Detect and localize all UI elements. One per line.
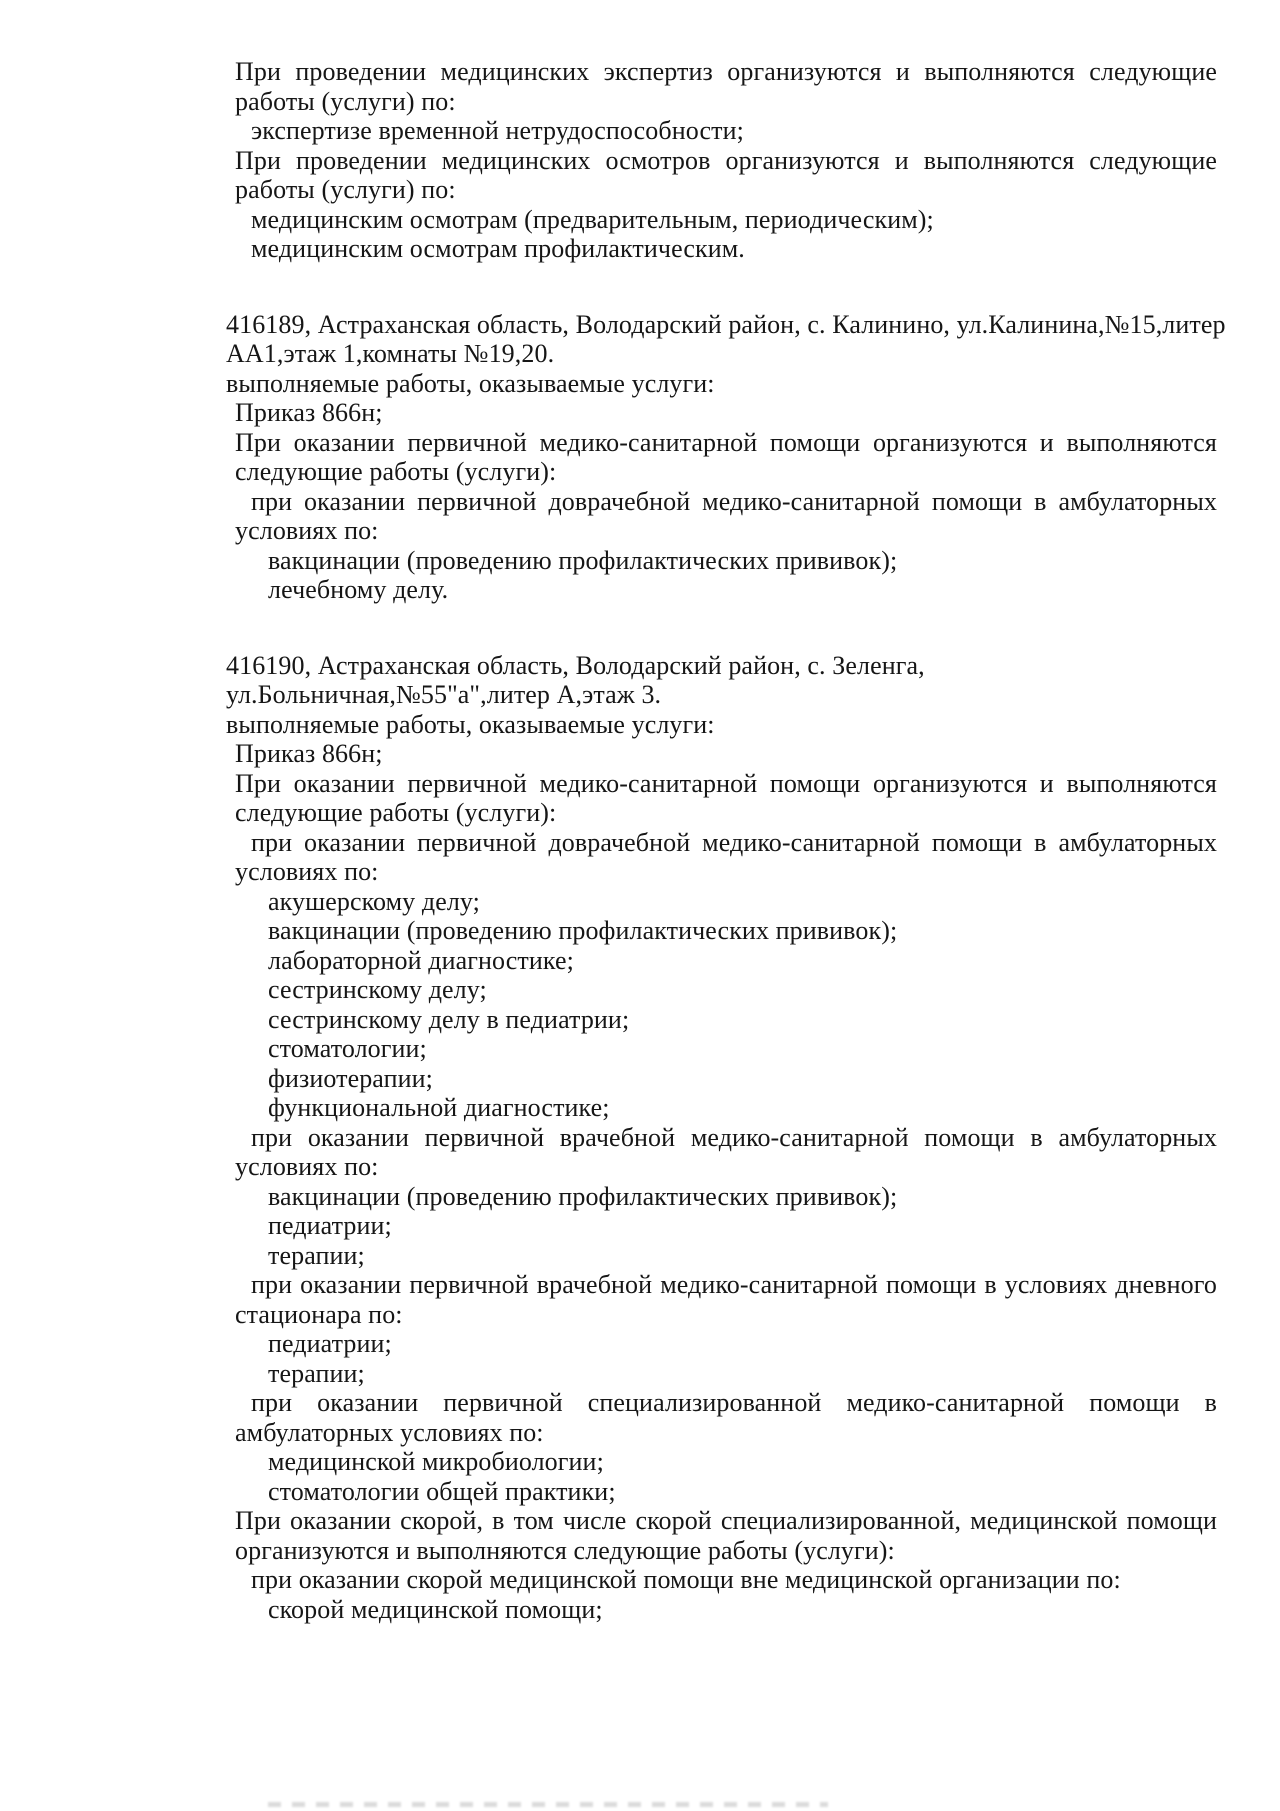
text-line: амбулаторных условиях по: (235, 1417, 544, 1447)
text-line: следующие работы (услуги): (235, 798, 557, 827)
text-line: стационара по: (235, 1299, 403, 1329)
section-continued-top (226, 57, 1217, 264)
text-line: стоматологии общей практики; (268, 1476, 616, 1506)
text-line: при оказании первичной врачебной медико-санитарной помощи в амбулаторных (251, 1122, 1217, 1152)
section-location-416190 (226, 651, 1217, 1625)
text-line: физиотерапии; (268, 1063, 433, 1093)
text-line: стоматологии; (268, 1034, 427, 1063)
text-line: При оказании первичной медико-санитарной помощи организуются и выполняются (235, 768, 1217, 798)
text-line: При оказании скорой, в том числе скорой специализированной, медицинской помощи (235, 1506, 1217, 1535)
section-location-416189 (226, 309, 1226, 605)
text-line: медицинским осмотрам профилактическим. (251, 234, 745, 263)
text-line: экспертизе временной нетрудоспособности; (251, 116, 744, 145)
text-line: Приказ 866н; (235, 739, 383, 768)
text-line: вакцинации (проведению профилактических прививок); (268, 916, 898, 945)
text-line: выполняемые работы, оказываемые услуги: (226, 709, 715, 739)
text-line: медицинским осмотрам (предварительным, периодическим); (251, 204, 934, 234)
text-line: терапии; (268, 1240, 365, 1270)
text-line: вакцинации (проведению профилактических прививок); (268, 1181, 898, 1211)
text-line: При оказании первичной медико-санитарной помощи организуются и выполняются (235, 427, 1217, 457)
text-line: при оказании первичной специализированной медико-санитарной помощи в (251, 1388, 1217, 1417)
text-line: условиях по: (235, 857, 379, 886)
text-line: работы (услуги) по: (235, 86, 456, 116)
text-line: лечебному делу. (268, 575, 449, 604)
text-line: Приказ 866н; (235, 398, 383, 427)
document-body (226, 57, 1226, 1624)
text-line: условиях по: (235, 516, 379, 545)
text-line: медицинской микробиологии; (268, 1447, 604, 1476)
text-line: педиатрии; (268, 1211, 392, 1240)
text-line: терапии; (268, 1358, 365, 1388)
text-line: лабораторной диагностике; (268, 945, 574, 975)
text-line: вакцинации (проведению профилактических прививок); (268, 545, 898, 575)
text-line: При проведении медицинских осмотров организуются и выполняются следующие (235, 145, 1217, 175)
cutoff-text-fragment (268, 1802, 828, 1807)
text-line: 416189, Астраханская область, Володарский район, с. Калинино, ул.Калинина,№15,литер (226, 309, 1226, 339)
text-line: при оказании скорой медицинской помощи вне медицинской организации по: (251, 1565, 1121, 1594)
text-line: при оказании первичной доврачебной медико-санитарной помощи в амбулаторных (251, 486, 1217, 516)
text-line: сестринскому делу в педиатрии; (268, 1004, 630, 1034)
text-line: функциональной диагностике; (268, 1093, 610, 1122)
text-line: выполняемые работы, оказываемые услуги: (226, 368, 715, 398)
text-line: При проведении медицинских экспертиз организуются и выполняются следующие (235, 57, 1217, 86)
text-line: педиатрии; (268, 1329, 392, 1358)
text-line: работы (услуги) по: (235, 175, 456, 204)
text-line: организуются и выполняются следующие работы (услуги): (235, 1535, 895, 1565)
section-gap (226, 605, 1217, 651)
text-line: 416190, Астраханская область, Володарский район, с. Зеленга, (226, 650, 925, 680)
text-line: акушерскому делу; (268, 886, 480, 916)
text-line: ул.Больничная,№55"а",литер А,этаж 3. (226, 680, 662, 709)
text-line: условиях по: (235, 1152, 379, 1181)
text-line: сестринскому делу; (268, 975, 487, 1004)
text-line: АА1,этаж 1,комнаты №19,20. (226, 339, 555, 368)
text-line: следующие работы (услуги): (235, 457, 557, 486)
section-gap (226, 264, 1217, 310)
text-line: скорой медицинской помощи; (268, 1594, 603, 1624)
text-line: при оказании первичной врачебной медико-санитарной помощи в условиях дневного (251, 1270, 1217, 1299)
text-line: при оказании первичной доврачебной медико-санитарной помощи в амбулаторных (251, 827, 1217, 857)
